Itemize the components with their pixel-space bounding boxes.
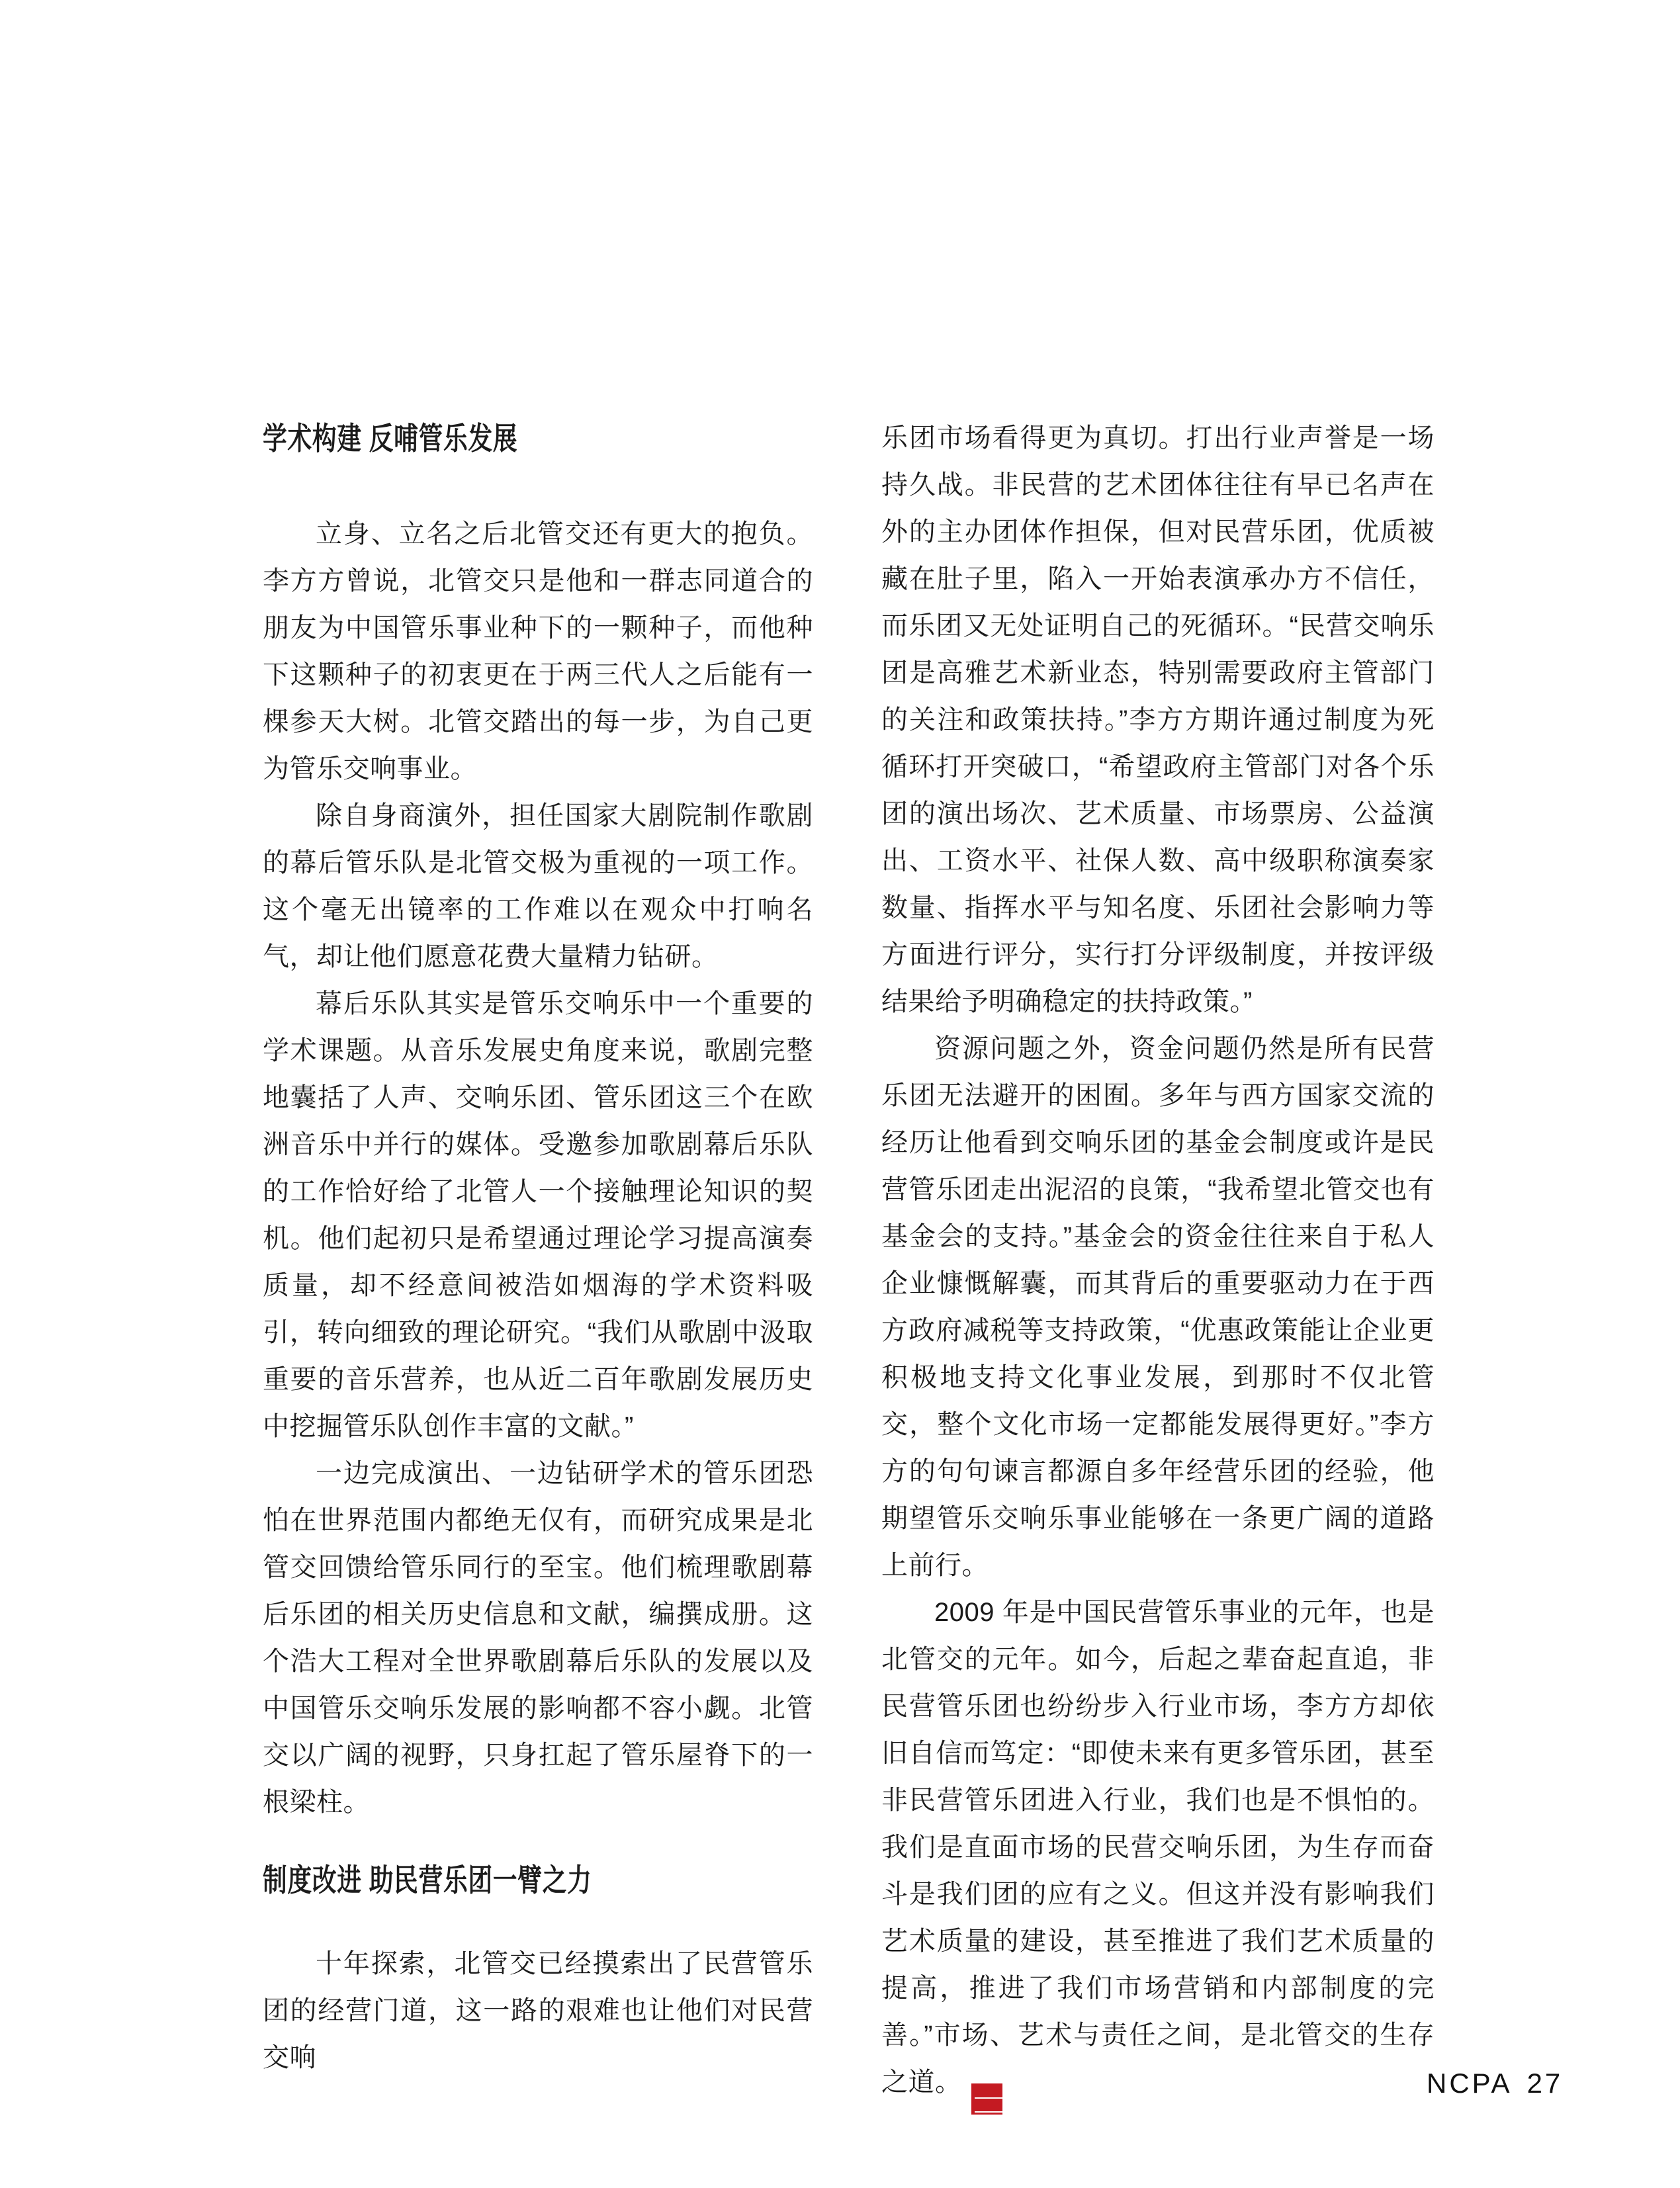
- body-paragraph: 幕后乐队其实是管乐交响乐中一个重要的学术课题。从音乐发展史角度来说，歌剧完整地囊括了人声、交响乐团、管乐团这三个在欧洲音乐中并行的媒体。受邀参加歌剧幕后乐队的工作恰好给了北管人一个接触理论知识的契机。他们起初只是希望通过理论学习提高演奏质量，却不经意间被浩如烟海的学术资料吸引，转向细致的理论研究。“我们从歌剧中汲取重要的音乐营养，也从近二百年歌剧发展历史中挖掘管乐队创作丰富的文献。”: [263, 989, 813, 1441]
- seal-text-top: NC: [975, 2085, 1045, 2099]
- seal-text-bottom: PA: [975, 2099, 1043, 2113]
- left-text-column: [263, 415, 813, 2081]
- page-footer: [1427, 2070, 1563, 2097]
- body-paragraph: 2009 年是中国民营管乐事业的元年，也是北管交的元年。如今，后起之辈奋起直追，非民营管乐团也纷纷步入行业市场，李方方却依旧自信而笃定：“即使未来有更多管乐团，甚至非民营管乐团进入行业，我们也是不惧怕的。我们是直面市场的民营交响乐团，为生存而奋斗是我们团的应有之义。但这并没有影响我们艺术质量的建设，甚至推进了我们艺术质量的提高，推进了我们市场营销和内部制度的完善。”市场、艺术与责任之间，是北管交的生存之道。 $\frac{NC}{PA}$: [881, 1589, 1435, 2115]
- footer-page-number: 27: [1526, 2068, 1564, 2099]
- body-paragraph: 立身、立名之后北管交还有更大的抱负。李方方曾说，北管交只是他和一群志同道合的朋友为中国管乐事业种下的一颗种子，而他种下这颗种子的初衷更在于两三代人之后能有一棵参天大树。北管交踏出的每一步，为自己更为管乐交响事业。: [263, 519, 813, 783]
- section-heading: 制度改进 助民营乐团一臂之力: [263, 1862, 592, 1898]
- body-paragraph: 一边完成演出、一边钻研学术的管乐团恐怕在世界范围内都绝无仅有，而研究成果是北管交回馈给管乐同行的至宝。他们梳理歌剧幕后乐团的相关历史信息和文献，编撰成册。这个浩大工程对全世界歌剧幕后乐队的发展以及中国管乐交响乐发展的影响都不容小觑。北管交以广阔的视野，只身扛起了管乐屋脊下的一根梁柱。: [263, 1459, 813, 1817]
- right-text-column: [881, 415, 1435, 2115]
- section-heading: 学术构建 反哺管乐发展: [263, 421, 518, 456]
- footer-brand: NCPA: [1427, 2068, 1513, 2099]
- body-paragraph: 十年探索，北管交已经摸索出了民营管乐团的经营门道，这一路的艰难也让他们对民营交响: [263, 1949, 813, 2072]
- body-paragraph: 乐团市场看得更为真切。打出行业声誉是一场持久战。非民营的艺术团体往往有早已名声在外的主办团体作担保，但对民营乐团，优质被藏在肚子里，陷入一开始表演承办方不信任，而乐团又无处证明自己的死循环。“民营交响乐团是高雅艺术新业态，特别需要政府主管部门的关注和政策扶持。”李方方期许通过制度为死循环打开突破口，“希望政府主管部门对各个乐团的演出场次、艺术质量、市场票房、公益演出、工资水平、社保人数、高中级职称演奏家数量、指挥水平与知名度、乐团社会影响力等方面进行评分，实行打分评级制度，并按评级结果给予明确稳定的扶持政策。”: [881, 423, 1435, 1016]
- body-paragraph: 除自身商演外，担任国家大剧院制作歌剧的幕后管乐队是北管交极为重视的一项工作。这个毫无出镜率的工作难以在观众中打响名气，却让他们愿意花费大量精力钻研。: [263, 801, 813, 971]
- ncpa-seal-icon: [971, 2083, 1045, 2115]
- body-paragraph: 资源问题之外，资金问题仍然是所有民营乐团无法避开的困囿。多年与西方国家交流的经历让他看到交响乐团的基金会制度或许是民营管乐团走出泥沼的良策，“我希望北管交也有基金会的支持。”基金会的资金往往来自于私人企业慷慨解囊，而其背后的重要驱动力在于西方政府减税等支持政策，“优惠政策能让企业更积极地支持文化事业发展，到那时不仅北管交，整个文化市场一定都能发展得更好。”李方方的句句谏言都源自多年经营乐团的经验，他期望管乐交响乐事业能够在一条更广阔的道路上前行。: [881, 1034, 1435, 1580]
